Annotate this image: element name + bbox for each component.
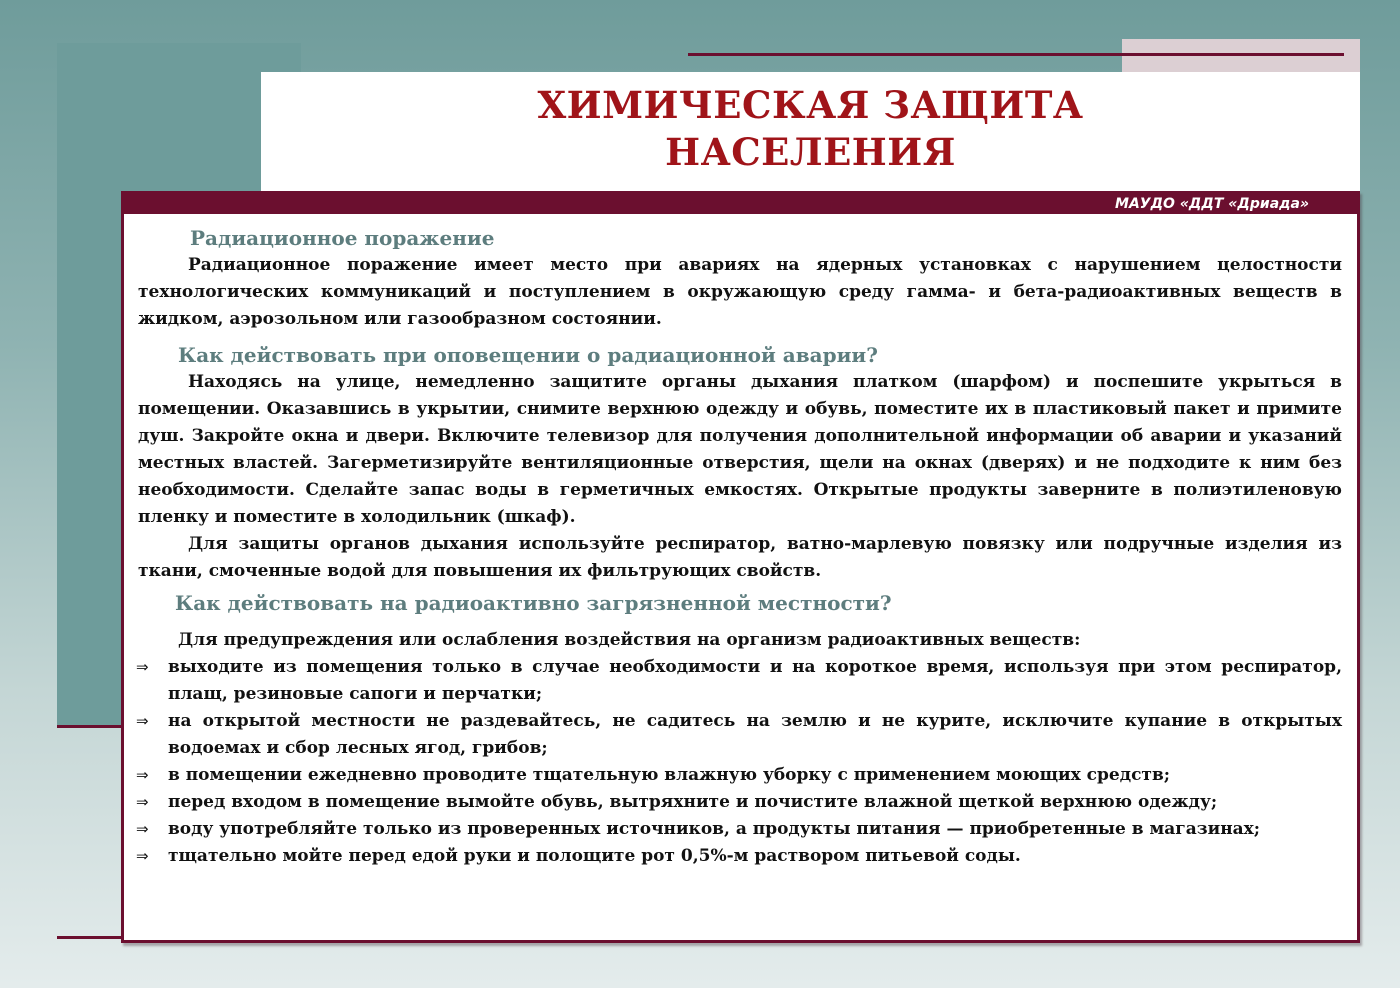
list-item-text: перед входом в помещение вымойте обувь, вытряхните и почистите влажной щеткой верхнюю одежду; (168, 792, 1218, 812)
title-box (261, 72, 1360, 192)
arrow-right-icon: ⇒ (136, 712, 149, 730)
list-item-text: на открытой местности не раздевайтесь, не садитесь на землю и не курите, исключите купание в открытых водоемах и сбор лесных ягод, грибов; (168, 711, 1342, 758)
section-paragraph-alert-1: Находясь на улице, немедленно защитите органы дыхания платком (шарфом) и поспешите укрыться в помещении. Оказавшись в укрытии, снимите верхнюю одежду и обувь, поместите их в пластиковый пакет и примите душ. Закройте окна и двери. Включите телевизор для получения дополнительной информации об аварии и указаний местных властей. Загерметизируйте вентиляционные отверстия, щели на окнах (дверях) и не подходите к ним без необходимости. Сделайте запас воды в герметичных емкостях. Открытые продукты заверните в полиэтиленовую пленку и поместите в холодильник (шкаф). (138, 372, 1342, 527)
list-item (138, 816, 1342, 843)
list-item-text: выходите из помещения только в случае необходимости и на короткое время, используя при этом респиратор, плащ, резиновые сапоги и перчатки; (168, 657, 1342, 704)
list-item (138, 654, 1342, 708)
left-decor-line-upper (57, 725, 121, 728)
title-line-1: ХИМИЧЕСКАЯ ЗАЩИТА (537, 83, 1084, 127)
list-item-text: в помещении ежедневно проводите тщательную влажную уборку с применением моющих средств; (168, 765, 1171, 785)
list-item (138, 789, 1342, 816)
section-heading-radiation: Радиационное поражение (190, 226, 495, 250)
list-item-text: воду употребляйте только из проверенных источников, а продукты питания — приобретенные в магазинах; (168, 819, 1261, 839)
arrow-right-icon: ⇒ (136, 658, 149, 676)
section-heading-alert: Как действовать при оповещении о радиационной аварии? (178, 343, 878, 367)
section-intro-contaminated: Для предупреждения или ослабления воздействия на организм радиоактивных веществ: (178, 630, 1081, 650)
section-paragraph-radiation: Радиационное поражение имеет место при авариях на ядерных установках с нарушением целостности технологических коммуникаций и поступлением в окружающую среду гамма- и бета-радиоактивных веществ в жидком, аэрозольном или газообразном состоянии. (138, 255, 1342, 329)
advice-list (138, 654, 1342, 870)
list-item (138, 708, 1342, 762)
left-decor-line-lower (57, 936, 121, 939)
page-title (261, 82, 1360, 176)
organization-banner (124, 194, 1357, 214)
content-text (138, 224, 1342, 870)
arrow-right-icon: ⇒ (136, 820, 149, 838)
list-item (138, 762, 1342, 789)
top-decor-line (688, 53, 1344, 56)
list-item (138, 843, 1342, 870)
arrow-right-icon: ⇒ (136, 793, 149, 811)
arrow-right-icon: ⇒ (136, 766, 149, 784)
title-line-2: НАСЕЛЕНИЯ (665, 130, 956, 174)
section-paragraph-alert-2: Для защиты органов дыхания используйте респиратор, ватно-марлевую повязку или подручные изделия из ткани, смоченные водой для повышения их фильтрующих свойств. (138, 534, 1342, 581)
content-box (121, 191, 1360, 943)
pink-decor-block (1122, 39, 1360, 73)
organization-name: МАУДО «ДДТ «Дриада» (1115, 196, 1309, 212)
arrow-right-icon: ⇒ (136, 847, 149, 865)
list-item-text: тщательно мойте перед едой руки и полощите рот 0,5%-м раствором питьевой соды. (168, 846, 1021, 866)
section-heading-contaminated: Как действовать на радиоактивно загрязненной местности? (175, 591, 892, 615)
